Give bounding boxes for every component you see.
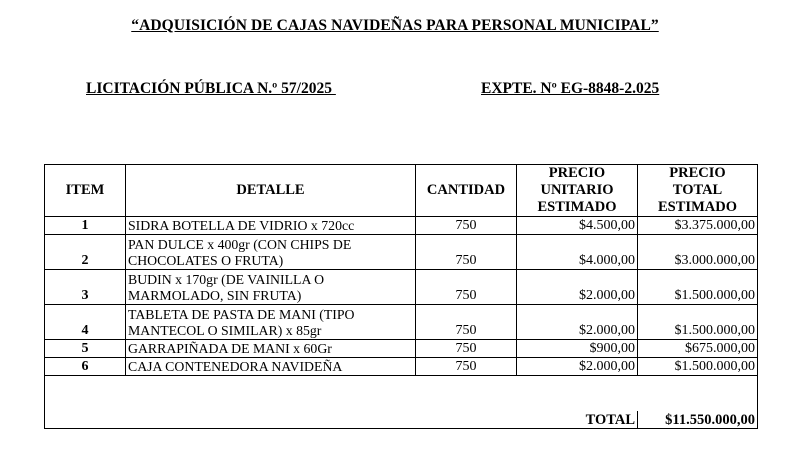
- items-table: [44, 164, 758, 429]
- header-cantidad: CANTIDAD: [416, 165, 517, 217]
- table-row: [45, 217, 758, 235]
- detalle-line: BUDIN x 170gr (DE VAINILLA O: [128, 272, 325, 287]
- table-header-row: [45, 165, 758, 217]
- detalle-line: SIDRA BOTELLA DE VIDRIO x 720cc: [128, 218, 355, 233]
- header-item: ITEM: [45, 165, 126, 217]
- cell-cantidad: 750: [416, 217, 517, 235]
- header-total-line: ESTIMADO: [658, 199, 737, 215]
- cell-cantidad: 750: [416, 340, 517, 358]
- cell-precio-unitario: $2.000,00: [517, 358, 638, 376]
- table-row: [45, 270, 758, 305]
- table-row: [45, 305, 758, 340]
- detalle-line: TABLETA DE PASTA DE MANI (TIPO: [128, 307, 355, 322]
- header-precio-total: [638, 165, 758, 217]
- header-unitario-line: UNITARIO: [540, 182, 614, 198]
- cell-item: 3: [45, 270, 126, 305]
- cell-precio-total: $1.500.000,00: [638, 305, 758, 340]
- table-row: [45, 358, 758, 376]
- cell-precio-unitario: $2.000,00: [517, 270, 638, 305]
- detalle-line: MARMOLADO, SIN FRUTA): [128, 288, 302, 303]
- cell-detalle: [126, 305, 416, 340]
- cell-item: 4: [45, 305, 126, 340]
- header-unitario-line: PRECIO: [548, 165, 606, 181]
- spacer-cell: [45, 376, 758, 412]
- licitacion-number: LICITACIÓN PÚBLICA N.º 57/2025: [86, 80, 336, 97]
- header-detalle: DETALLE: [126, 165, 416, 217]
- detalle-line: CHOCOLATES O FRUTA): [128, 253, 284, 268]
- cell-detalle: [126, 270, 416, 305]
- cell-item: 5: [45, 340, 126, 358]
- header-total-line: PRECIO: [669, 165, 726, 181]
- total-value: $11.550.000,00: [638, 411, 758, 429]
- table-row: [45, 235, 758, 270]
- cell-cantidad: 750: [416, 270, 517, 305]
- cell-precio-unitario: $900,00: [517, 340, 638, 358]
- detalle-line: PAN DULCE x 400gr (CON CHIPS DE: [128, 237, 352, 252]
- header-precio-unitario: [517, 165, 638, 217]
- document-title: “ADQUISICIÓN DE CAJAS NAVIDEÑAS PARA PERSONAL MUNICIPAL”: [131, 17, 659, 34]
- cell-detalle: [126, 340, 416, 358]
- cell-item: 6: [45, 358, 126, 376]
- detalle-line: CAJA CONTENEDORA NAVIDEÑA: [128, 359, 343, 374]
- table-spacer-row: [45, 376, 758, 412]
- detalle-line: MANTECOL O SIMILAR) x 85gr: [128, 323, 322, 338]
- cell-detalle: [126, 217, 416, 235]
- expediente-number: EXPTE. Nº EG-8848-2.025: [481, 80, 660, 97]
- cell-precio-unitario: $2.000,00: [517, 305, 638, 340]
- cell-precio-unitario: $4.000,00: [517, 235, 638, 270]
- table-row: [45, 340, 758, 358]
- cell-cantidad: 750: [416, 305, 517, 340]
- detalle-line: GARRAPIÑADA DE MANI x 60Gr: [128, 341, 332, 356]
- total-row: [45, 411, 758, 429]
- cell-precio-unitario: $4.500,00: [517, 217, 638, 235]
- cell-precio-total: $1.500.000,00: [638, 358, 758, 376]
- header-unitario-line: ESTIMADO: [537, 199, 617, 215]
- cell-precio-total: $3.000.000,00: [638, 235, 758, 270]
- cell-precio-total: $3.375.000,00: [638, 217, 758, 235]
- cell-item: 1: [45, 217, 126, 235]
- cell-cantidad: 750: [416, 358, 517, 376]
- cell-precio-total: $675.000,00: [638, 340, 758, 358]
- cell-precio-total: $1.500.000,00: [638, 270, 758, 305]
- cell-cantidad: 750: [416, 235, 517, 270]
- cell-detalle: [126, 358, 416, 376]
- total-label: TOTAL: [45, 411, 638, 429]
- cell-detalle: [126, 235, 416, 270]
- header-total-line: TOTAL: [672, 182, 723, 198]
- cell-item: 2: [45, 235, 126, 270]
